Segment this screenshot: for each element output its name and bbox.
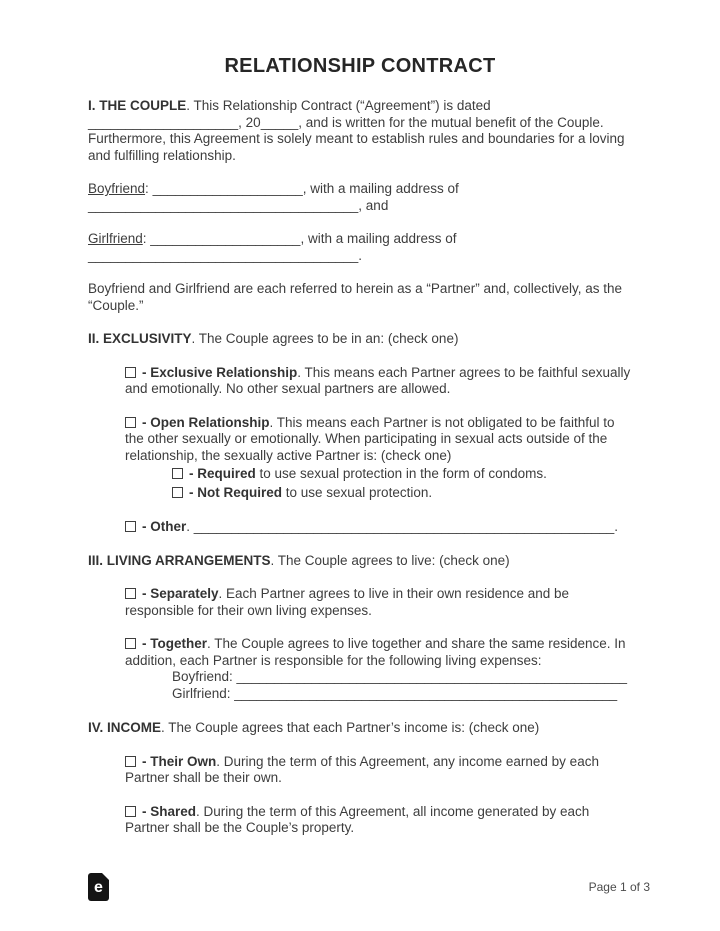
referred-paragraph: Boyfriend and Girlfriend are each referred to herein as a “Partner” and, collectively, as the “Couple.” — [88, 281, 623, 313]
section-living-paragraph — [88, 553, 632, 570]
boyfriend-tail-text: , and — [358, 197, 389, 213]
section-living-heading: III. LIVING ARRANGEMENTS — [88, 552, 271, 568]
checkbox-exclusive-icon[interactable] — [125, 367, 136, 378]
section-couple-paragraph — [88, 98, 632, 164]
girlfriend-tail-text: . — [358, 247, 363, 263]
date-blank-line: ____________________ — [88, 114, 239, 130]
boyfriend-paragraph — [88, 181, 632, 214]
option-other-label: - Other — [142, 519, 187, 534]
option-shared-label: - Shared — [142, 803, 197, 819]
option-required — [172, 466, 632, 483]
other-blank-line: ________________________________________________________ — [193, 519, 615, 534]
option-shared-text: . During the term of this Agreement, all income generated by each Partner shall be the Couple’s property. — [125, 803, 590, 835]
option-their-own-label: - Their Own — [142, 753, 217, 769]
income-lead-text: . The Couple agrees that each Partner’s income is: (check one) — [161, 720, 540, 735]
checkbox-together-icon[interactable] — [125, 638, 136, 649]
boyfriend-expense-label: Boyfriend: — [172, 669, 237, 684]
option-together-label: - Together — [142, 636, 207, 651]
option-not-required-label: - Not Required — [189, 484, 282, 500]
option-together — [125, 636, 632, 669]
section-income-heading: IV. INCOME — [88, 720, 162, 735]
boyfriend-separator: : — [145, 181, 153, 196]
option-together-text: . The Couple agrees to live together and share the same residence. In addition, each Partner is responsible for the following living expenses: — [125, 636, 626, 668]
page-title: RELATIONSHIP CONTRACT — [224, 55, 496, 77]
girlfriend-expense-blank: ___________________________________________________ — [234, 685, 618, 701]
couple-lead-text: . This Relationship Contract (“Agreement”) is dated — [186, 98, 491, 113]
section-couple-heading: I. THE COUPLE — [88, 98, 187, 113]
eforms-logo-icon — [88, 873, 109, 901]
checkbox-their-own-icon[interactable] — [125, 756, 136, 767]
checkbox-shared-icon[interactable] — [125, 806, 136, 817]
girlfriend-separator: : — [142, 231, 151, 246]
boyfriend-address-blank: ____________________________________ — [88, 197, 359, 213]
option-separately-text: . Each Partner agrees to live in their own residence and be responsible for their own living expenses. — [125, 586, 569, 618]
option-their-own-text: . During the term of this Agreement, any income earned by each Partner shall be their own. — [125, 753, 599, 785]
exclusivity-lead-text: . The Couple agrees to be in an: (check one) — [191, 331, 459, 346]
section-income-paragraph — [88, 720, 632, 737]
checkbox-other-icon[interactable] — [125, 521, 136, 532]
couple-mid-text: , 20 — [238, 114, 261, 130]
option-exclusive-label: - Exclusive Relationship — [142, 364, 298, 380]
boyfriend-expense-line — [172, 669, 632, 686]
year-blank-line: _____ — [260, 114, 299, 130]
option-not-required — [172, 485, 632, 502]
checkbox-required-icon[interactable] — [172, 468, 183, 479]
checkbox-not-required-icon[interactable] — [172, 487, 183, 498]
section-exclusivity-paragraph — [88, 331, 632, 348]
girlfriend-label: Girlfriend — [88, 231, 143, 246]
girlfriend-address-blank: ____________________________________ — [88, 247, 359, 263]
option-exclusive-text: . This means each Partner agrees to be faithful sexually and emotionally. No other sexual partners are allowed. — [125, 364, 631, 396]
option-other-separator: . — [186, 519, 194, 534]
logo-letter: e — [94, 878, 103, 896]
boyfriend-expense-blank: ____________________________________________________ — [236, 669, 627, 684]
boyfriend-name-blank: ____________________ — [152, 181, 303, 196]
boyfriend-label: Boyfriend — [88, 181, 146, 196]
checkbox-separately-icon[interactable] — [125, 588, 136, 599]
option-open-text: . This means each Partner is not obligated to be faithful to the other sexually or emotionally. When participating in sexual acts outside of the relationship, the sexually active Partner is: (check one) — [125, 414, 615, 463]
option-shared — [125, 804, 632, 837]
option-other-tail: . — [614, 519, 618, 534]
page-fold-icon — [102, 873, 109, 880]
option-their-own — [125, 754, 632, 787]
option-separately-label: - Separately — [142, 586, 219, 601]
section-exclusivity-heading: II. EXCLUSIVITY — [88, 331, 192, 346]
option-required-label: - Required — [189, 466, 256, 481]
option-other — [125, 519, 632, 536]
option-separately — [125, 586, 632, 619]
checkbox-open-icon[interactable] — [125, 417, 136, 428]
option-required-text: to use sexual protection in the form of condoms. — [255, 466, 547, 481]
page-footer — [88, 873, 650, 901]
option-exclusive — [125, 365, 632, 398]
girlfriend-expense-line — [172, 686, 632, 703]
page-number: Page 1 of 3 — [588, 879, 650, 894]
girlfriend-expense-label: Girlfriend: — [172, 685, 235, 701]
option-open — [125, 415, 632, 465]
boyfriend-mid-text: , with a mailing address of — [302, 181, 459, 196]
option-open-label: - Open Relationship — [142, 414, 270, 430]
couple-tail-text: , and is written for the mutual benefit of the Couple. Furthermore, this Agreement is solely meant to establish rules and boundaries for a loving and fulfilling relationship. — [88, 114, 625, 163]
girlfriend-paragraph — [88, 231, 632, 264]
girlfriend-mid-text: , with a mailing address of — [300, 231, 457, 246]
living-lead-text: . The Couple agrees to live: (check one) — [270, 552, 510, 568]
girlfriend-name-blank: ____________________ — [150, 231, 301, 246]
option-not-required-text: to use sexual protection. — [282, 484, 433, 500]
